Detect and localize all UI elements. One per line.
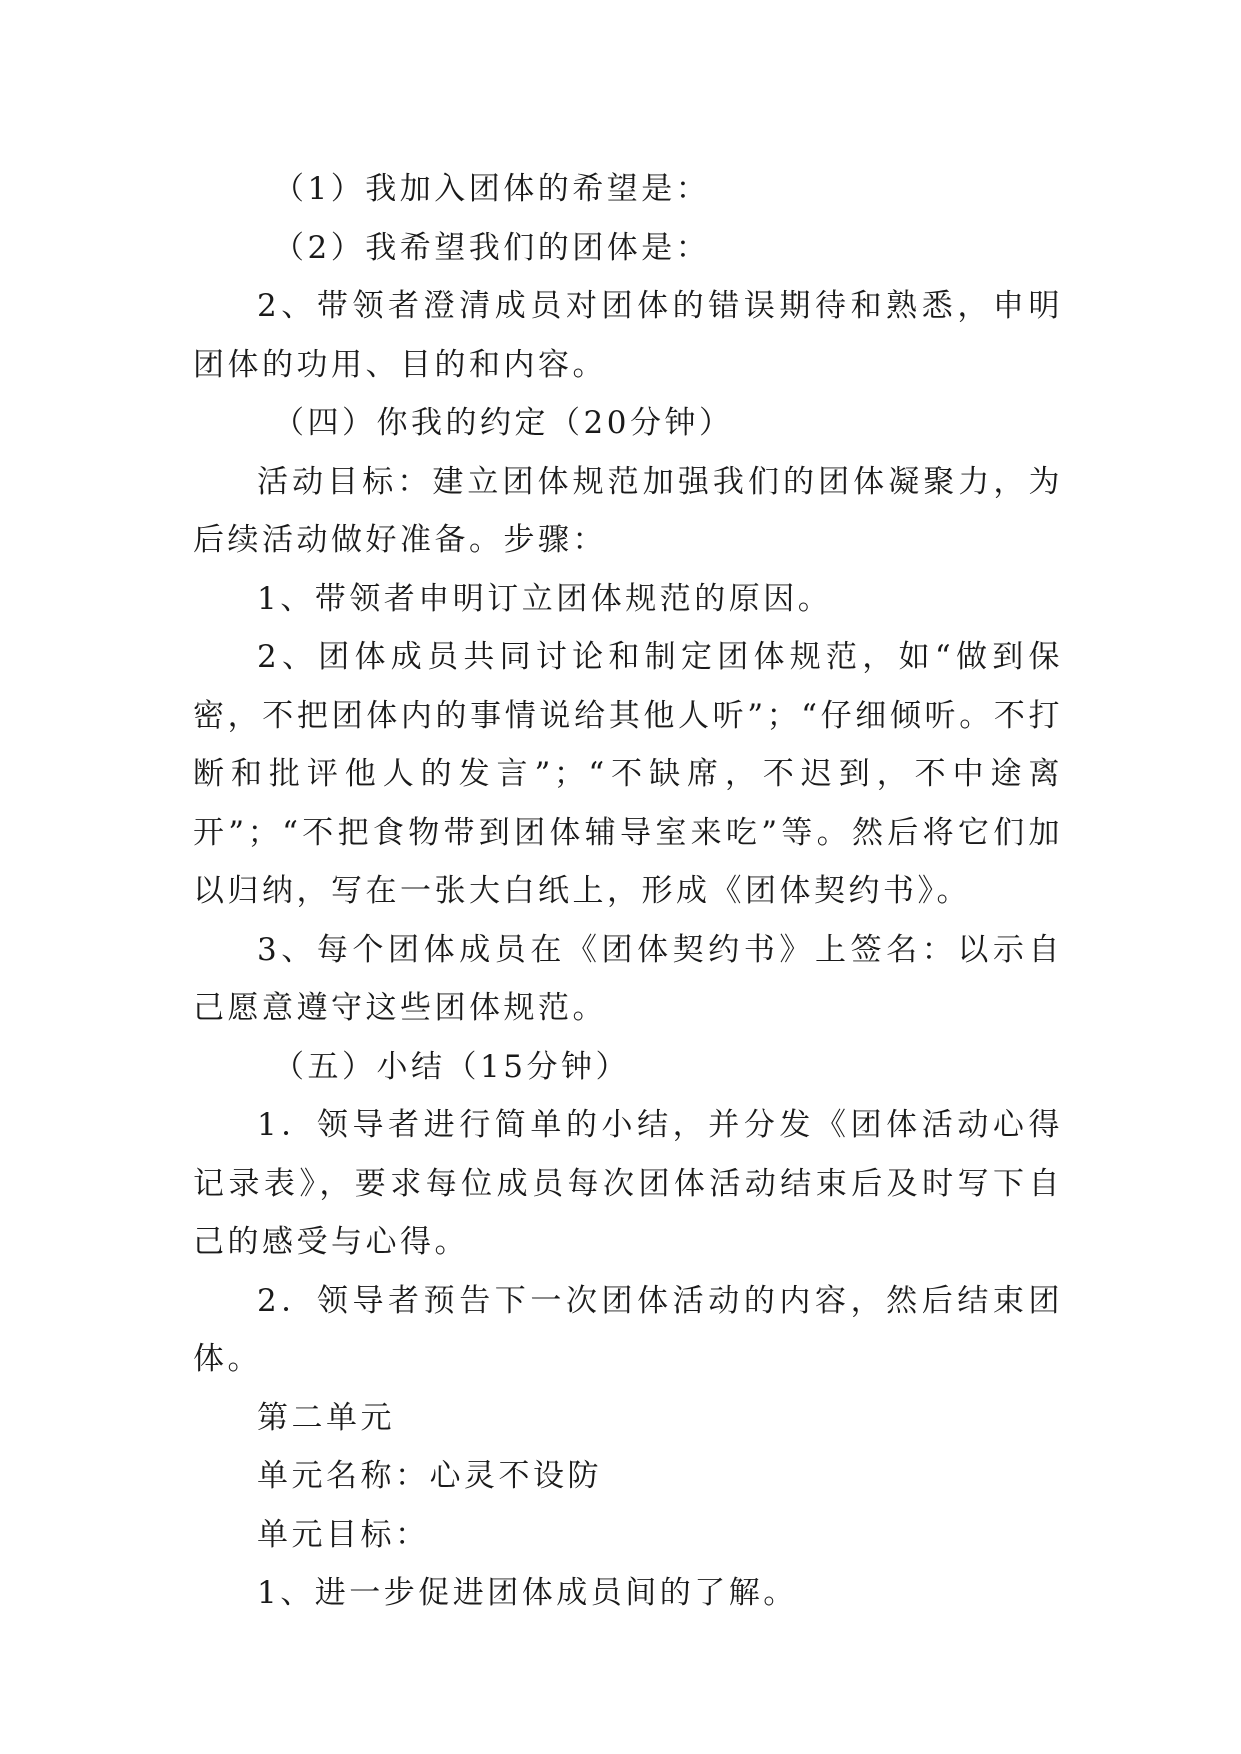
- unit-name: 单元名称：心灵不设防: [257, 1458, 602, 1494]
- section-heading-agreement: （四）你我的约定（20分钟）: [273, 405, 734, 441]
- paragraph-hope-joining: （1）我加入团体的希望是：: [273, 171, 711, 207]
- paragraph-summary-2: 2．领导者预告下一次团体活动的内容，然后结束团体。: [193, 1282, 1063, 1377]
- paragraph-step-3: 3、每个团体成员在《团体契约书》上签名：以示自己愿意遵守这些团体规范。: [193, 931, 1063, 1026]
- paragraph-activity-goal: 活动目标：建立团体规范加强我们的团体凝聚力，为后续活动做好准备。步骤：: [193, 463, 1063, 558]
- paragraph-hope-group: （2）我希望我们的团体是：: [273, 229, 711, 266]
- paragraph-clarify-expectations: 2、带领者澄清成员对团体的错误期待和熟悉，申明团体的功用、目的和内容。: [193, 288, 1063, 383]
- paragraph-summary-1: 1．领导者进行简单的小结，并分发《团体活动心得记录表》，要求每位成员每次团体活动结束后及时写下自己的感受与心得。: [193, 1107, 1063, 1260]
- paragraph-step-1: 1、带领者申明订立团体规范的原因。: [257, 580, 833, 617]
- document-body: [193, 160, 1063, 1623]
- section-heading-summary: （五）小结（15分钟）: [273, 1048, 630, 1085]
- unit-goal-label: 单元目标：: [257, 1516, 430, 1553]
- unit-goal-1: 1、进一步促进团体成员间的了解。: [257, 1575, 798, 1611]
- unit-heading: 第二单元: [257, 1399, 395, 1436]
- paragraph-step-2: 2、团体成员共同讨论和制定团体规范，如“做到保密，不把团体内的事情说给其他人听”；“仔细倾听。不打断和批评他人的发言”；“不缺席，不迟到，不中途离开”；“不把食物带到团体辅导室来吃”等。然后将它们加以归纳，写在一张大白纸上，形成《团体契约书》。: [193, 639, 1063, 909]
